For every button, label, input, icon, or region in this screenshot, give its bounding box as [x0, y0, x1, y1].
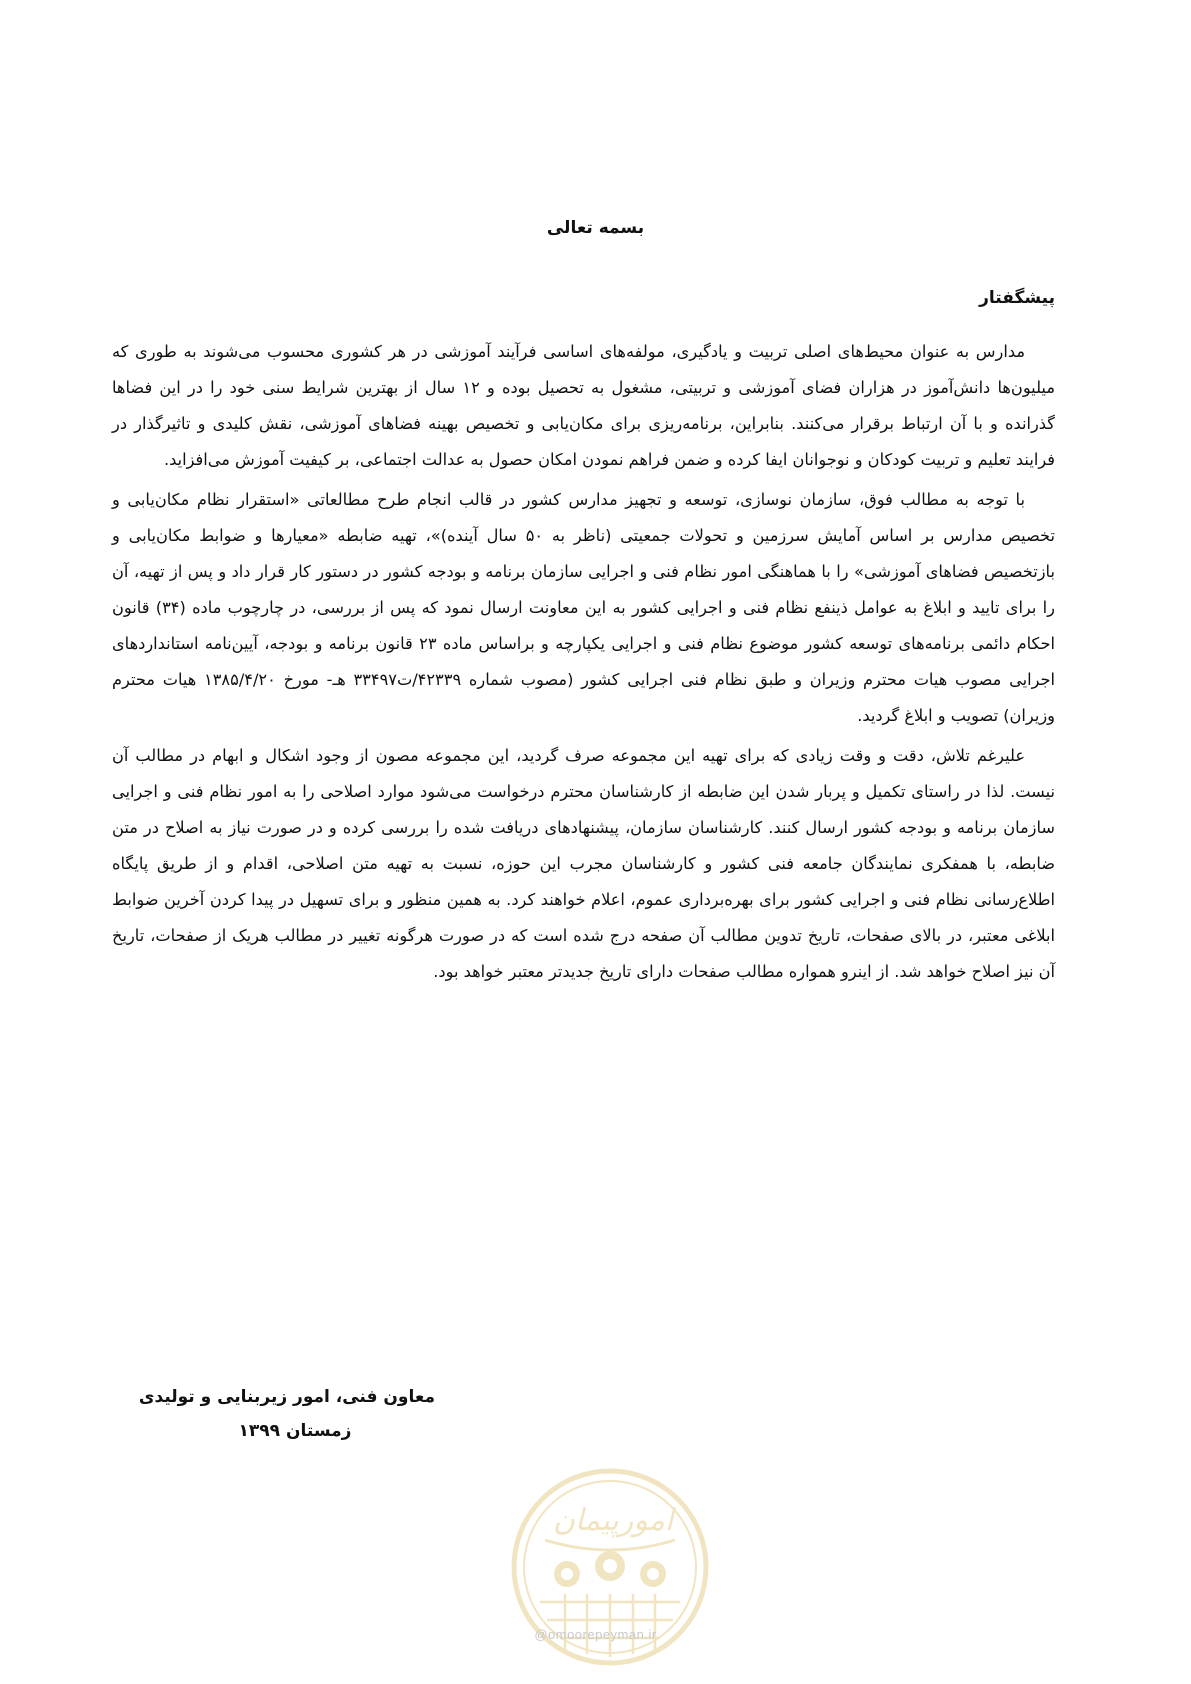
preface-body — [112, 334, 1055, 994]
logo-lettering: امورپیمان — [552, 1503, 674, 1538]
signature-block — [115, 1380, 435, 1448]
section-title: پیشگفتار — [979, 288, 1055, 308]
signature-title: معاون فنی، امور زیربنایی و تولیدی — [138, 1387, 435, 1407]
signature-date: زمستان ۱۳۹۹ — [238, 1421, 352, 1441]
paragraph-1: مدارس به عنوان محیط‌های اصلی تربیت و یادگیری، مولفه‌های اساسی فرآیند آموزشی در هر کشوری محسوب می‌شوند به طوری که میلیون‌ها دانش‌آموز در هزاران فضای آموزشی و تربیتی، مشغول به تحصیل بوده و ۱۲ سال از بهترین شرایط سنی خود را در این فضاها گذرانده و با آن ارتباط برقرار می‌کنند. بنابراین، برنامه‌ریزی برای مکان‌یابی و تخصیص بهینه فضاهای آموزشی، نقش کلیدی و تاثیرگذار در فرایند تعلیم و تربیت کودکان و نوجوانان ایفا کرده و ضمن فراهم نمودن امکان حصول به عدالت اجتماعی، بر کیفیت آموزش می‌افزاید. — [112, 342, 1055, 469]
watermark-handle: @omoorepeyman.ir — [534, 1627, 657, 1642]
paragraph-2: با توجه به مطالب فوق، سازمان نوسازی، توسعه و تجهیز مدارس کشور در قالب انجام طرح مطالعاتی «استقرار نظام مکان‌یابی و تخصیص مدارس بر اساس آمایش سرزمین و تحولات جمعیتی (ناظر به ۵۰ سال آینده)»، تهیه ضابطه «معیارها و ضوابط مکان‌یابی و بازتخصیص فضاهای آموزشی» را با هماهنگی امور نظام فنی و اجرایی سازمان برنامه و بودجه کشور در دستور کار قرار داد و پس از تهیه، آن را برای تایید و ابلاغ به عوامل ذینفع نظام فنی و اجرایی کشور به این معاونت ارسال نمود که پس از بررسی، در چارچوب ماده (۳۴) قانون احکام دائمی برنامه‌های توسعه کشور موضوع نظام فنی و اجرایی یکپارچه و براساس ماده ۲۳ قانون برنامه و بودجه، آیین‌نامه استانداردهای اجرایی مصوب هیات محترم وزیران و طبق نظام فنی اجرایی کشور (مصوب شماره ۴۲۳۳۹/ت۳۳۴۹۷ هـ- مورخ ۱۳۸۵/۴/۲۰ هیات محترم وزیران) تصویب و ابلاغ گردید. — [112, 490, 1056, 725]
paragraph-3: علیرغم تلاش، دقت و وقت زیادی که برای تهیه این مجموعه صرف گردید، این مجموعه مصون از وجود اشکال و ابهام در مطالب آن نیست. لذا در راستای تکمیل و پربار شدن این ضابطه از کارشناسان محترم درخواست می‌شود موارد اصلاحی را به امور نظام فنی و اجرایی سازمان برنامه و بودجه کشور ارسال کنند. کارشناسان سازمان، پیشنهادهای دریافت شده را بررسی کرده و در صورت نیاز به اصلاح در متن ضابطه، با همفکری نمایندگان جامعه فنی کشور و کارشناسان مجرب این حوزه، نسبت به تهیه متن اصلاحی، اقدام و از طریق پایگاه اطلاع‌رسانی نظام فنی و اجرایی کشور برای بهره‌برداری عموم، اعلام خواهند کرد. به همین منظور و برای تسهیل در پیدا کردن آخرین ضوابط ابلاغی معتبر، در بالای صفحات، تاریخ تدوین مطالب آن صفحه درج شده است که در صورت هرگونه تغییر در مطالب هریک از صفحات، تاریخ آن نیز اصلاح خواهد شد. از اینرو همواره مطالب صفحات دارای تاریخ جدیدتر معتبر خواهد بود. — [112, 746, 1055, 981]
bismillah-heading: بسمه تعالی — [546, 218, 645, 238]
